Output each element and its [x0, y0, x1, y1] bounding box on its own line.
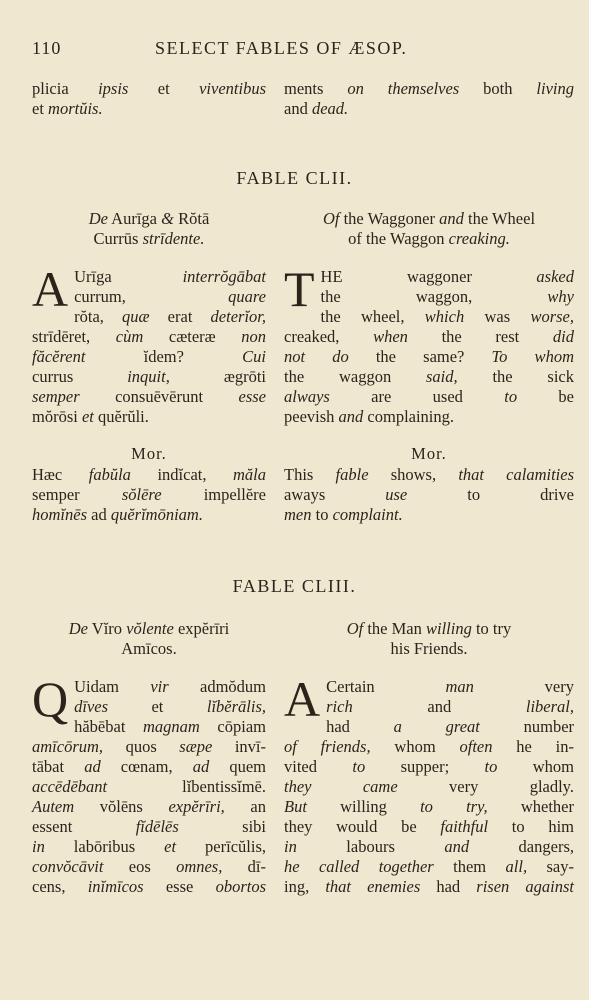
latin-body	[32, 261, 267, 427]
latin-continuation	[32, 79, 266, 119]
latin-moral	[32, 465, 266, 525]
text-line: of the Waggon creaking.	[348, 229, 510, 248]
text-line: Uidam vir admŏdum	[74, 677, 266, 696]
text-line: De Aurīga & Rŏtā	[88, 209, 210, 228]
text-line: his Friends.	[390, 639, 468, 658]
english-body	[284, 671, 575, 897]
text-line: in labōribus et perīcŭlis,	[32, 837, 266, 856]
text-line: semper consuēvērunt esse	[32, 387, 266, 406]
text-line: hăbēbat magnam cōpiam	[74, 717, 266, 736]
text-line: he called together them all, say-	[284, 857, 574, 876]
text-line: Amīcos.	[121, 639, 177, 658]
text-line: creaked, when the rest did	[284, 327, 574, 346]
text-line: always are used to be	[284, 387, 575, 406]
english-title	[284, 619, 574, 659]
text-line: tābat ad cœnam, ad quem	[32, 757, 266, 776]
text-line: they came very gladly.	[284, 777, 574, 796]
text-line: Of the Waggoner and the Wheel	[322, 209, 536, 228]
text-line: men to complaint.	[284, 505, 403, 524]
text-line: accēdēbant lĭbentissĭmē.	[32, 777, 266, 796]
drop-cap: A	[284, 671, 321, 727]
text-line: ments on themselves both living	[284, 79, 574, 98]
drop-cap: Q	[32, 671, 69, 727]
text-line: cens, inĭmīcos esse obortos	[32, 877, 266, 896]
drop-cap: T	[284, 261, 315, 317]
text-line: vited to supper; to whom	[284, 757, 575, 776]
text-line: peevish and complaining.	[284, 407, 455, 426]
text-line: convŏcāvit eos omnes, dī-	[32, 857, 266, 876]
text-line: essent fĭdēlēs sibi	[32, 817, 266, 836]
text-line: and dead.	[284, 99, 349, 118]
text-line: Certain man very	[326, 677, 574, 696]
running-header: SELECT FABLES OF ÆSOP.	[155, 38, 408, 58]
text-line: HE waggoner asked	[320, 267, 574, 286]
text-line: the waggon said, the sick	[284, 367, 574, 386]
english-continuation	[284, 79, 574, 119]
text-line: This fable shows, that calamities	[284, 465, 574, 484]
text-line: the waggon, why	[320, 287, 574, 306]
text-line: dīves et lĭbĕrālis,	[74, 697, 266, 716]
page-number: 110	[32, 38, 62, 58]
english-body	[284, 261, 575, 427]
text-line: rich and liberal,	[326, 697, 574, 716]
text-line: făcĕrent ĭdem? Cui	[32, 347, 266, 366]
text-line: Currūs strīdente.	[93, 229, 205, 248]
text-line: currum, quare	[74, 287, 266, 306]
text-line: of friends, whom often he in-	[284, 737, 575, 756]
text-line: De Vĭro vŏlente expĕrīri	[68, 619, 230, 638]
text-line: currus inquit, ægrōti	[32, 367, 267, 386]
text-line: mŏrōsi et quĕrŭli.	[32, 407, 149, 426]
text-line: ing, that enemies had risen against	[284, 877, 574, 896]
latin-body	[32, 671, 266, 897]
text-line: Urīga interrŏgābat	[74, 267, 266, 286]
text-line: But willing to try, whether	[284, 797, 574, 816]
drop-cap: A	[32, 261, 69, 317]
moral-heading-english: Mor.	[411, 444, 447, 463]
text-line: homĭnēs ad quĕrĭmōniam.	[32, 505, 203, 524]
fable-heading: FABLE CLIII.	[232, 576, 357, 596]
text-line: strīdēret, cùm cæteræ non	[32, 327, 266, 346]
fable-heading: FABLE CLII.	[236, 168, 353, 188]
text-line: aways use to drive	[284, 485, 574, 504]
english-title	[284, 209, 574, 249]
moral-heading-latin: Mor.	[131, 444, 167, 463]
text-line: amīcōrum, quos sæpe invī-	[32, 737, 266, 756]
text-line: the wheel, which was worse,	[320, 307, 574, 326]
text-line: Hæc fabŭla indĭcat, măla	[32, 465, 266, 484]
text-line: semper sŏlēre impellĕre	[32, 485, 266, 504]
text-line: they would be faithful to him	[284, 817, 574, 836]
text-line: plicia ipsis et viventibus	[32, 79, 266, 98]
text-line: in labours and dangers,	[284, 837, 574, 856]
text-line: not do the same? To whom	[284, 347, 574, 366]
english-moral	[284, 465, 574, 525]
text-line: rŏta, quæ erat deterĭor,	[74, 307, 267, 326]
text-line: Of the Man willing to try	[346, 619, 512, 638]
text-line: et mortŭis.	[32, 99, 103, 118]
latin-title	[32, 209, 266, 249]
text-line: Autem vŏlēns expĕrīri, an	[32, 797, 266, 816]
latin-title	[32, 619, 266, 659]
text-line: had a great number	[326, 717, 575, 736]
